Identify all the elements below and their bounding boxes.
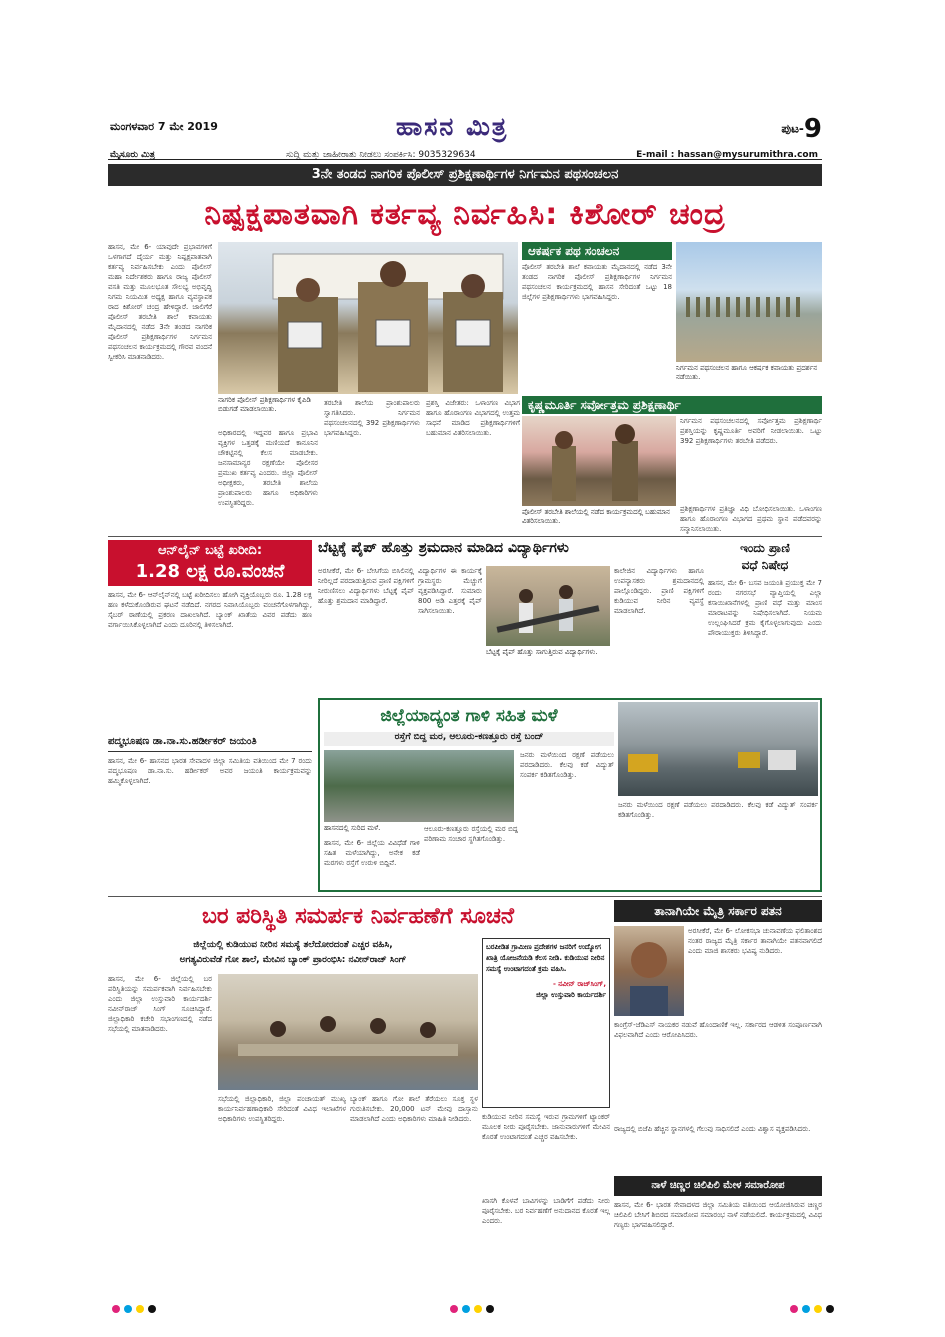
drought-headline: ಬರ ಪರಿಸ್ಥಿತಿ ಸಮರ್ಪಕ ನಿರ್ವಹಣೆಗೆ ಸೂಚನೆ: [201, 904, 515, 929]
mela-title: ನಾಳೆ ಚಿಣ್ಣರ ಚಿಲಿಪಿಲಿ ಮೇಳ ಸಮಾರೋಪ: [614, 1176, 822, 1196]
lead-article-col2: ಅಧಿಕಾರದಲ್ಲಿ ಇದ್ದವರ ಹಾಗೂ ಪ್ರಭಾವಿ ವ್ಯಕ್ತಿಗಳ ಒತ್ತಡಕ್ಕೆ ಮಣಿಯದೆ ಕಾನೂನಿನ ಚೌಕಟ್ಟಿನಲ್ಲಿ ಕೆಲಸ ಮಾಡಬೇಕು. ಜನಸಾಮಾನ್ಯರ ರಕ್ಷಣೆಯೇ ಪೊಲೀಸರ ಪ್ರಮುಖ ಕರ್ತವ್ಯ ಎಂದರು. ಜಿಲ್ಲಾ ಪೊಲೀಸ್ ಅಧೀಕ್ಷಕರು, ತರಬೇತಿ ಶಾಲೆಯ ಪ್ರಾಂಶುಪಾಲರು ಹಾಗೂ ಅಧಿಕಾರಿಗಳು ಉಪಸ್ಥಿತರಿದ್ದರು.: [218, 429, 318, 507]
registration-mark: [450, 1305, 458, 1313]
krishnamurthy-text2: ಪ್ರಶಿಕ್ಷಣಾರ್ಥಿಗಳ ಪ್ರತಿಜ್ಞಾ ವಿಧಿ ಬೋಧಿಸಲಾಯಿತು. ಒಳಾಂಗಣ ಹಾಗೂ ಹೊರಾಂಗಣ ವಿಭಾಗದ ಪ್ರಥಮ ಸ್ಥಾನ ಪಡೆದವರನ್ನು ಸನ್ಮಾನಿಸಲಾಯಿತು.: [680, 505, 822, 533]
drought-subtitle-line1: ಜಿಲ್ಲೆಯಲ್ಲಿ ಕುಡಿಯುವ ನೀರಿನ ಸಮಸ್ಯೆ ತಲೆದೋರದಂತೆ ಎಚ್ಚರ ವಹಿಸಿ,: [193, 940, 393, 950]
drought-text5: ಖಾಸಗಿ ಕೊಳವೆ ಬಾವಿಗಳನ್ನು ಬಾಡಿಗೆಗೆ ಪಡೆದು ನೀರು ಪೂರೈಸಬೇಕು. ಬರ ನಿರ್ವಹಣೆಗೆ ಅನುದಾನದ ಕೊರತೆ ಇಲ್ಲ ಎಂದರು.: [482, 1197, 610, 1225]
registration-mark: [802, 1305, 810, 1313]
lead-article-col4: ಪ್ರಶಸ್ತಿ ವಿಜೇತರು: ಒಳಾಂಗಣ ವಿಭಾಗ ಹಾಗೂ ಹೊರಾಂಗಣ ವಿಭಾಗದಲ್ಲಿ ಉತ್ತಮ ಸಾಧನೆ ಮಾಡಿದ ಪ್ರಶಿಕ್ಷಣಾರ್ಥಿಗಳಿಗೆ ಬಹುಮಾನ ವಿತರಿಸಲಾಯಿತು.: [426, 399, 520, 437]
govt-fall-text1: ಅರಸೀಕೆರೆ, ಮೇ 6- ಲೋಕಸಭಾ ಚುನಾವಣೆಯ ಫಲಿತಾಂಶದ ನಂತರ ರಾಜ್ಯದ ಮೈತ್ರಿ ಸರ್ಕಾರ ತಾನಾಗಿಯೇ ಪತನವಾಗಲಿದೆ ಎಂದು ಮಾಜಿ ಶಾಸಕರು ಭವಿಷ್ಯ ನುಡಿದರು.: [688, 927, 822, 955]
jayanti-text: ಹಾಸನ, ಮೇ 6- ಹಾಸನದ ಭಾರತ ಸೇವಾದಳ ಜಿಲ್ಲಾ ಸಮಿತಿಯ ವತಿಯಿಂದ ಮೇ 7 ರಂದು ಪದ್ಮಭೂಷಣ ಡಾ.ನಾ.ಸು. ಹರ್ಡೀಕರ್ ಅವರ ಜಯಂತಿ ಕಾರ್ಯಕ್ರಮವನ್ನು ಹಮ್ಮಿಕೊಳ್ಳಲಾಗಿದೆ.: [108, 757, 312, 785]
brand-name: ಮೈಸೂರು ಮಿತ್ರ: [110, 150, 155, 160]
fraud-headline-box: [108, 540, 312, 586]
lead-photo-caption: ನಾಗರಿಕ ಪೊಲೀಸ್ ಪ್ರಶಿಕ್ಷಣಾರ್ಥಿಗಳ ಕೈಪಿಡಿ ಬಿಡುಗಡೆ ಮಾಡಲಾಯಿತು.: [218, 396, 311, 413]
rain-tree-photo: [324, 750, 514, 822]
main-headline: ನಿಷ್ಪಕ್ಷಪಾತವಾಗಿ ಕರ್ತವ್ಯ ನಿರ್ವಹಿಸಿ: ಕಿಶೋರ್ ಚಂದ್ರ: [204, 197, 726, 232]
award-caption: ಪೊಲೀಸ್ ತರಬೇತಿ ಶಾಲೆಯಲ್ಲಿ ನಡೆದ ಕಾರ್ಯಕ್ರಮದಲ್ಲಿ ಬಹುಮಾನ ವಿತರಿಸಲಾಯಿತು.: [522, 508, 670, 525]
fraud-kicker: ಆನ್‌ಲೈನ್ ಬಟ್ಟೆ ಖರೀದಿ:: [157, 543, 263, 558]
drought-text4: ಬ್ಯಾಂಕ್ ಹಾಗೂ ಗೋ ಶಾಲೆ ತೆರೆಯಲು ಸೂಕ್ತ ಸ್ಥಳ ಗುರುತಿಸಬೇಕು. 20,000 ಟನ್ ಮೇವು ದಾಸ್ತಾನು ಮಾಡಲಾಗಿದೆ ಎಂದು ಅಧಿಕಾರಿಗಳು ಮಾಹಿತಿ ನೀಡಿದರು.: [350, 1095, 478, 1123]
page-label: ಪುಟ-: [781, 121, 804, 136]
section-banner: 3ನೇ ತಂಡದ ನಾಗರಿಕ ಪೊಲೀಸ್ ಪ್ರಶಿಕ್ಷಣಾರ್ಥಿಗಳ ನಿರ್ಗಮನ ಪಥಸಂಚಲನ: [108, 164, 822, 186]
jayanti-title: ಪದ್ಮಭೂಷಣ ಡಾ.ನಾ.ಸು.ಹರ್ಡೀಕರ್ ಜಯಂತಿ: [108, 736, 312, 752]
shramadana-text2: ವಿದ್ಯಾರ್ಥಿಗಳ ಈ ಕಾರ್ಯಕ್ಕೆ ಗ್ರಾಮಸ್ಥರು ಮೆಚ್ಚುಗೆ ವ್ಯಕ್ತಪಡಿಸಿದ್ದಾರೆ. ಸುಮಾರು 800 ಅಡಿ ಎತ್ತರಕ್ಕೆ ಪೈಪ್ ಸಾಗಿಸಲಾಯಿತು.: [418, 567, 482, 615]
drought-subtitle: [108, 938, 478, 970]
krishnamurthy-text: ನಿರ್ಗಮನ ಪಥಸಂಚಲನದಲ್ಲಿ ಸರ್ವೋತ್ತಮ ಪ್ರಶಿಕ್ಷಣಾರ್ಥಿ ಪ್ರಶಸ್ತಿಯನ್ನು ಕೃಷ್ಣಮೂರ್ತಿ ಅವರಿಗೆ ನೀಡಲಾಯಿತು. ಒಟ್ಟು 392 ಪ್ರಶಿಕ್ಷಣಾರ್ಥಿಗಳು ತರಬೇತಿ ಪಡೆದರು.: [680, 417, 822, 445]
registration-mark: [148, 1305, 156, 1313]
divider-line: [108, 896, 822, 897]
registration-mark: [826, 1305, 834, 1313]
registration-mark: [112, 1305, 120, 1313]
rain-text3: ಜನರು ಮಳೆಯಿಂದ ರಕ್ಷಣೆ ಪಡೆಯಲು ಪರದಾಡಿದರು. ಕೆಲವು ಕಡೆ ವಿದ್ಯುತ್ ಸಂಪರ್ಕ ಕಡಿತಗೊಂಡಿತ್ತು.: [520, 751, 614, 779]
no-slaughter-line1: ಇಂದು ಪ್ರಾಣಿ: [740, 541, 790, 555]
rain-title: ಜಿಲ್ಲೆಯಾದ್ಯಂತ ಗಾಳಿ ಸಹಿತ ಮಳೆ: [380, 706, 558, 726]
quote-text: ಬರಪೀಡಿತ ಗ್ರಾಮೀಣ ಪ್ರದೇಶಗಳ ಜನರಿಗೆ ಉದ್ಯೋಗ ಖಾತ್ರಿ ಯೋಜನೆಯಡಿ ಕೆಲಸ ನೀಡಿ. ಕುಡಿಯುವ ನೀರಿನ ಸಮಸ್ಯೆ ಉಂಟಾಗದಂತೆ ಕ್ರಮ ವಹಿಸಿ.: [486, 943, 605, 973]
rain-text4: ಜನರು ಮಳೆಯಿಂದ ರಕ್ಷಣೆ ಪಡೆಯಲು ಪರದಾಡಿದರು. ಕೆಲವು ಕಡೆ ವಿದ್ಯುತ್ ಸಂಪರ್ಕ ಕಡಿತಗೊಂಡಿತ್ತು.: [618, 801, 818, 819]
meeting-illustration: [218, 974, 478, 1090]
krishnamurthy-heading: ಕೃಷ್ಣಮೂರ್ತಿ ಸರ್ವೋತ್ತಮ ಪ್ರಶಿಕ್ಷಣಾರ್ಥಿ: [522, 396, 822, 414]
portrait-illustration: [614, 926, 684, 1016]
govt-fall-text2: ಕಾಂಗ್ರೆಸ್-ಜೆಡಿಎಸ್ ನಾಯಕರ ನಡುವೆ ಹೊಂದಾಣಿಕೆ ಇಲ್ಲ. ಸರ್ಕಾರದ ಆಡಳಿತ ಸಂಪೂರ್ಣವಾಗಿ ವಿಫಲವಾಗಿದೆ ಎಂದು ಆರೋಪಿಸಿದರು.: [614, 1021, 822, 1039]
no-slaughter-title: [708, 540, 822, 576]
govt-fall-title: ತಾನಾಗಿಯೇ ಮೈತ್ರಿ ಸರ್ಕಾರ ಪತನ: [614, 900, 822, 922]
parade-text: ಪೊಲೀಸ್ ತರಬೇತಿ ಶಾಲೆ ಕವಾಯತು ಮೈದಾನದಲ್ಲಿ ನಡೆದ 3ನೇ ತಂಡದ ನಾಗರಿಕ ಪೊಲೀಸ್ ಪ್ರಶಿಕ್ಷಣಾರ್ಥಿಗಳ ನಿರ್ಗಮನ ಪಥಸಂಚಲನ ಕಾರ್ಯಕ್ರಮದಲ್ಲಿ ಹಾಸನ ಸೇರಿದಂತೆ ಒಟ್ಟು 18 ಜಿಲ್ಲೆಗಳ ಪ್ರಶಿಕ್ಷಣಾರ್ಥಿಗಳು ಭಾಗವಹಿಸಿದ್ದರು.: [522, 263, 672, 301]
lead-article-col3: ತರಬೇತಿ ಶಾಲೆಯ ಪ್ರಾಂಶುಪಾಲರು ಸ್ವಾಗತಿಸಿದರು. ನಿರ್ಗಮನ ಪಥಸಂಚಲನದಲ್ಲಿ 392 ಪ್ರಶಿಕ್ಷಣಾರ್ಥಿಗಳು ಭಾಗವಹಿಸಿದ್ದರು.: [324, 399, 420, 437]
shramadana-text3: ಕಾಲೇಜಿನ ವಿದ್ಯಾರ್ಥಿಗಳು ಹಾಗೂ ಉಪನ್ಯಾಸಕರು ಶ್ರಮದಾನದಲ್ಲಿ ಪಾಲ್ಗೊಂಡಿದ್ದರು. ಪ್ರಾಣಿ ಪಕ್ಷಿಗಳಿಗೆ ಕುಡಿಯುವ ನೀರಿನ ವ್ಯವಸ್ಥೆ ಮಾಡಲಾಗಿದೆ.: [614, 567, 704, 615]
newspaper-title: ಹಾಸನ ಮಿತ್ರ: [396, 112, 509, 141]
rain-street-photo: [618, 702, 818, 796]
fraud-text: ಹಾಸನ, ಮೇ 6- ಆನ್‌ಲೈನ್‌ನಲ್ಲಿ ಬಟ್ಟೆ ಖರೀದಿಸಲು ಹೋಗಿ ವ್ಯಕ್ತಿಯೊಬ್ಬರು ರೂ. 1.28 ಲಕ್ಷ ಹಣ ಕಳೆದುಕೊಂಡಿರುವ ಘಟನೆ ನಡೆದಿದೆ. ನಗರದ ನಿವಾಸಿಯೊಬ್ಬರು ವಂಚನೆಗೊಳಗಾಗಿದ್ದು, ಸೈಬರ್ ಠಾಣೆಯಲ್ಲಿ ಪ್ರಕರಣ ದಾಖಲಾಗಿದೆ. ಬ್ಯಾಂಕ್ ಖಾತೆಯ ವಿವರ ಪಡೆದು ಹಣ ವರ್ಗಾಯಿಸಿಕೊಳ್ಳಲಾಗಿದೆ ಎಂದು ದೂರಿನಲ್ಲಿ ತಿಳಿಸಲಾಗಿದೆ.: [108, 591, 312, 629]
students-illustration: [486, 566, 610, 646]
street-illustration: [618, 702, 818, 796]
parade-heading: ಆಕರ್ಷಕ ಪಥ ಸಂಚಲನ: [522, 242, 672, 260]
rain-text2: ಆಲೂರು-ಕಣತ್ತೂರು ರಸ್ತೆಯಲ್ಲಿ ಮರ ಬಿದ್ದ ಪರಿಣಾಮ ಸಂಚಾರ ಸ್ಥಗಿತಗೊಂಡಿತ್ತು.: [424, 825, 518, 843]
lead-photo: [218, 242, 518, 394]
email-line: E-mail : hassan@mysurumithra.com: [636, 150, 818, 160]
lead-article-col1: ಹಾಸನ, ಮೇ 6- ಯಾವುದೇ ಪ್ರಭಾವಗಳಿಗೆ ಒಳಗಾಗದೆ ದೈರ್ಯ ಮತ್ತು ನಿಷ್ಪಕ್ಷಪಾತವಾಗಿ ಕರ್ತವ್ಯ ನಿರ್ವಹಿಸಬೇಕು ಎಂದು ಪೊಲೀಸ್ ಮಹಾ ನಿರ್ದೇಶಕರು ಹಾಗೂ ರಾಜ್ಯ ಪೊಲೀಸ್ ವಸತಿ ಮತ್ತು ಮೂಲಭೂತ ಸೌಲಭ್ಯ ಅಭಿವೃದ್ಧಿ ನಿಗಮ ನಿಯಮಿತ ಅಧ್ಯಕ್ಷ ಹಾಗೂ ವ್ಯವಸ್ಥಾಪಕ ರಾದ ಕಿಶೋರ್ ಚಂದ್ರ ಹೇಳಿದ್ದಾರೆ. ಜಾಲಿಗೆರೆ ಪೊಲೀಸ್ ತರಬೇತಿ ಶಾಲೆ ಕವಾಯತು ಮೈದಾನದಲ್ಲಿ ನಡೆದ 3ನೇ ತಂಡದ ನಾಗರಿಕ ಪೊಲೀಸ್ ಪ್ರಶಿಕ್ಷಣಾರ್ಥಿಗಳ ನಿರ್ಗಮನ ಪಥಸಂಚಲನ ಕಾರ್ಯಕ್ರಮದಲ್ಲಿ ಗೌರವ ವಂದನೆ ಸ್ವೀಕರಿಸಿ ಮಾತನಾಡಿದರು.: [108, 243, 212, 361]
no-slaughter-text: ಹಾಸನ, ಮೇ 6- ಬಸವ ಜಯಂತಿ ಪ್ರಯುಕ್ತ ಮೇ 7 ರಂದು ನಗರಸಭೆ ವ್ಯಾಪ್ತಿಯಲ್ಲಿ ಎಲ್ಲಾ ಕಸಾಯಿಖಾನೆಗಳಲ್ಲಿ ಪ್ರಾಣಿ ವಧೆ ಮತ್ತು ಮಾಂಸ ಮಾರಾಟವನ್ನು ನಿಷೇಧಿಸಲಾಗಿದೆ. ನಿಯಮ ಉಲ್ಲಂಘಿಸಿದರೆ ಕ್ರಮ ಕೈಗೊಳ್ಳಲಾಗುವುದು ಎಂದು ಪೌರಾಯುಕ್ತರು ತಿಳಿಸಿದ್ದಾರೆ.: [708, 579, 822, 637]
quote-author: - ನವೀನ್ ರಾಜ್‌ಸಿಂಗ್,: [552, 980, 606, 988]
fraud-title: 1.28 ಲಕ್ಷ ರೂ.ವಂಚನೆ: [135, 561, 285, 582]
divider-line: [108, 536, 822, 537]
drought-text1: ಹಾಸನ, ಮೇ 6- ಜಿಲ್ಲೆಯಲ್ಲಿ ಬರ ಪರಿಸ್ಥಿತಿಯನ್ನು ಸಮರ್ಪಕವಾಗಿ ನಿರ್ವಹಿಸಬೇಕು ಎಂದು ಜಿಲ್ಲಾ ಉಸ್ತುವಾರಿ ಕಾರ್ಯದರ್ಶಿ ನವೀನ್‌ರಾಜ್ ಸಿಂಗ್ ಸೂಚಿಸಿದ್ದಾರೆ. ಜಿಲ್ಲಾಧಿಕಾರಿ ಕಚೇರಿ ಸಭಾಂಗಣದಲ್ಲಿ ನಡೆದ ಸಭೆಯಲ್ಲಿ ಮಾತನಾಡಿದರು.: [108, 975, 212, 1033]
govt-fall-text3: ರಾಜ್ಯದಲ್ಲಿ ಬಿಜೆಪಿ ಹೆಚ್ಚಿನ ಸ್ಥಾನಗಳಲ್ಲಿ ಗೆಲುವು ಸಾಧಿಸಲಿದೆ ಎಂದು ವಿಶ್ವಾಸ ವ್ಯಕ್ತಪಡಿಸಿದರು.: [614, 1125, 811, 1133]
registration-mark: [124, 1305, 132, 1313]
students-photo: [486, 566, 610, 646]
meeting-photo: [218, 974, 478, 1090]
drought-text3: ಸಭೆಯಲ್ಲಿ ಜಿಲ್ಲಾಧಿಕಾರಿ, ಜಿಲ್ಲಾ ಪಂಚಾಯತ್ ಮುಖ್ಯ ಕಾರ್ಯನಿರ್ವಹಣಾಧಿಕಾರಿ ಸೇರಿದಂತೆ ವಿವಿಧ ಇಲಾಖೆಗಳ ಅಧಿಕಾರಿಗಳು ಉಪಸ್ಥಿತರಿದ್ದರು.: [218, 1095, 346, 1123]
rain-subtitle: ರಸ್ತೆಗೆ ಬಿದ್ದ ಮರ, ಆಲೂರು-ಕಣತ್ತೂರು ರಸ್ತೆ ಬಂದ್: [324, 732, 614, 746]
page-number: [781, 114, 822, 144]
rain-text1: ಹಾಸನ, ಮೇ 6- ಜಿಲ್ಲೆಯ ವಿವಿಧೆಡೆ ಗಾಳಿ ಸಹಿತ ಮಳೆಯಾಗಿದ್ದು, ಅನೇಕ ಕಡೆ ಮರಗಳು ರಸ್ತೆಗೆ ಉರುಳಿ ಬಿದ್ದಿವೆ.: [324, 839, 420, 867]
parade-caption: ನಿರ್ಗಮನ ಪಥಸಂಚಲನ ಹಾಗೂ ಆಕರ್ಷಕ ಕವಾಯತು ಪ್ರದರ್ಶನ ನಡೆಯಿತು.: [676, 364, 818, 381]
registration-mark: [790, 1305, 798, 1313]
registration-mark: [814, 1305, 822, 1313]
shramadana-text1: ಅರಸೀಕೆರೆ, ಮೇ 6- ಬೇಸಿಗೆಯ ಬಿಸಿಲಿನಲ್ಲಿ ನೀರಿಲ್ಲದೆ ಪರದಾಡುತ್ತಿರುವ ಪ್ರಾಣಿ ಪಕ್ಷಿಗಳಿಗೆ ನೀರುಣಿಸಲು ವಿದ್ಯಾರ್ಥಿಗಳು ಬೆಟ್ಟಕ್ಕೆ ಪೈಪ್ ಹೊತ್ತು ಶ್ರಮದಾನ ಮಾಡಿದ್ದಾರೆ.: [318, 567, 414, 605]
newspaper-page: [108, 112, 822, 1282]
rain-caption: ಹಾಸನದಲ್ಲಿ ಸುರಿದ ಮಳೆ.: [324, 824, 381, 832]
award-illustration: [522, 416, 676, 506]
no-slaughter-line2: ವಧೆ ನಿಷೇಧ: [741, 558, 789, 572]
parade-illustration: [676, 242, 822, 362]
quote-box: [482, 938, 610, 1108]
registration-mark: [136, 1305, 144, 1313]
contact-line: ಸುದ್ದಿ ಮತ್ತು ಜಾಹೀರಾತು ನೀಡಲು ಸಂಪರ್ಕಿಸಿ: 9035329634: [286, 150, 476, 160]
shramadana-title: ಬೆಟ್ಟಕ್ಕೆ ಪೈಪ್ ಹೊತ್ತು ಶ್ರಮದಾನ ಮಾಡಿದ ವಿದ್ಯಾರ್ಥಿಗಳು: [318, 540, 569, 556]
quote-role: ಜಿಲ್ಲಾ ಉಸ್ತುವಾರಿ ಕಾರ್ಯದರ್ಶಿ: [536, 991, 606, 999]
officers-illustration: [218, 242, 518, 394]
registration-mark: [474, 1305, 482, 1313]
politician-photo: [614, 926, 684, 1016]
drought-text2: ಕುಡಿಯುವ ನೀರಿನ ಸಮಸ್ಯೆ ಇರುವ ಗ್ರಾಮಗಳಿಗೆ ಟ್ಯಾಂಕರ್ ಮೂಲಕ ನೀರು ಪೂರೈಸಬೇಕು. ಜಾನುವಾರುಗಳಿಗೆ ಮೇವಿನ ಕೊರತೆ ಉಂಟಾಗದಂತೆ ಎಚ್ಚರ ವಹಿಸಬೇಕು.: [482, 1113, 610, 1141]
issue-date: ಮಂಗಳವಾರ 7 ಮೇ 2019: [110, 120, 218, 133]
students-caption: ಬೆಟ್ಟಕ್ಕೆ ಪೈಪ್ ಹೊತ್ತು ಸಾಗುತ್ತಿರುವ ವಿದ್ಯಾರ್ಥಿಗಳು.: [486, 648, 598, 656]
registration-mark: [486, 1305, 494, 1313]
masthead: [108, 112, 822, 160]
drought-subtitle-line2: ಅಗತ್ಯವಿರುವೆಡೆ ಗೋ ಶಾಲೆ, ಮೇವಿನ ಬ್ಯಾಂಕ್ ಪ್ರಾರಂಭಿಸಿ: ನವೀನ್‌ರಾಜ್ ಸಿಂಗ್: [179, 955, 407, 965]
award-photo: [522, 416, 676, 506]
page-num: 9: [803, 114, 822, 144]
registration-mark: [462, 1305, 470, 1313]
parade-photo: [676, 242, 822, 362]
mela-text: ಹಾಸನ, ಮೇ 6- ಭಾರತ ಸೇವಾದಳದ ಜಿಲ್ಲಾ ಸಮಿತಿಯ ವತಿಯಿಂದ ಆಯೋಜಿಸಿರುವ ಚಿಣ್ಣರ ಚಿಲಿಪಿಲಿ ಬೇಸಿಗೆ ಶಿಬಿರದ ಸಮಾರೋಪ ಸಮಾರಂಭ ನಾಳೆ ನಡೆಯಲಿದೆ. ಕಾರ್ಯಕ್ರಮದಲ್ಲಿ ವಿವಿಧ ಗಣ್ಯರು ಭಾಗವಹಿಸಲಿದ್ದಾರೆ.: [614, 1201, 822, 1229]
